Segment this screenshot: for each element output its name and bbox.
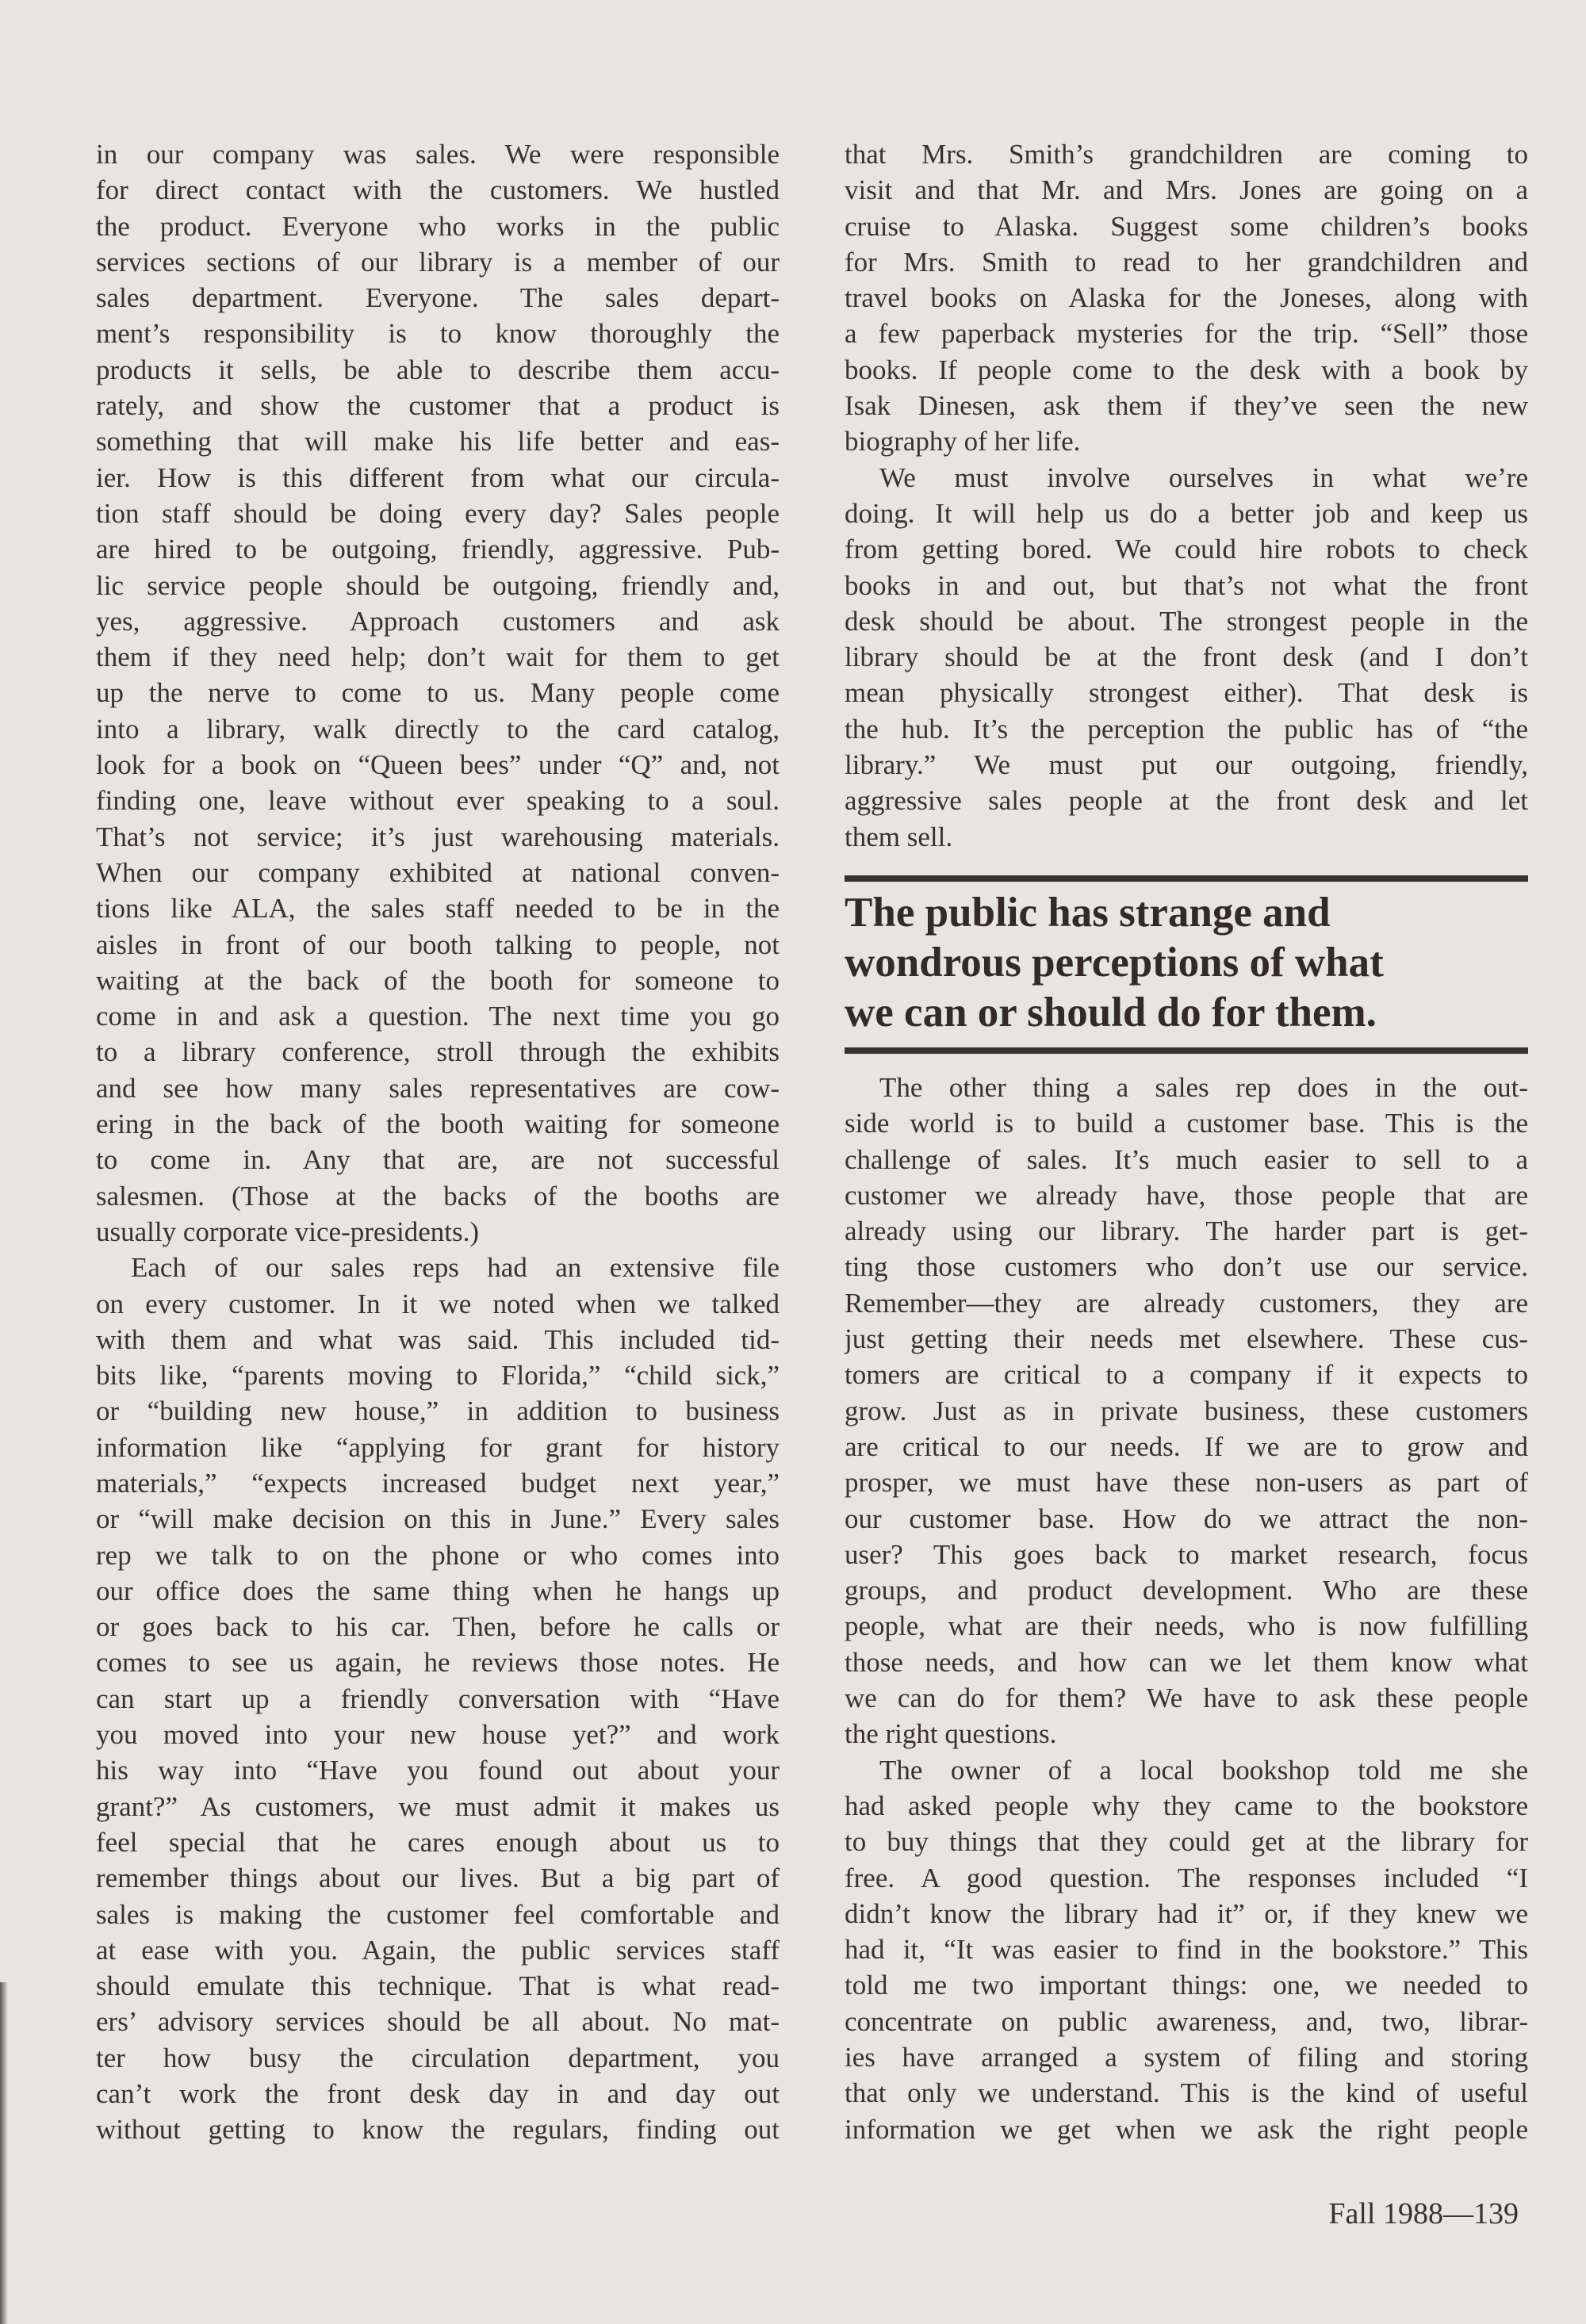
text-line: usually corporate vice-presidents.) bbox=[96, 1216, 480, 1247]
text-line: yes, aggressive. Approach customers and ask bbox=[96, 605, 780, 637]
text-line: something that will make his life better and eas- bbox=[96, 426, 780, 458]
text-line: had it, “It was easier to find in the bookstore.” This bbox=[845, 1934, 1528, 1966]
text-line: biography of her life. bbox=[845, 426, 1081, 458]
text-line: feel special that he cares enough about us to bbox=[96, 1826, 780, 1858]
text-line: waiting at the back of the booth for someone to bbox=[96, 964, 780, 996]
text-line: aisles in front of our booth talking to people, not bbox=[96, 928, 780, 960]
paragraph bbox=[96, 1250, 780, 2147]
paragraph bbox=[96, 136, 780, 1250]
text-line: That’s not service; it’s just warehousing materials. bbox=[96, 821, 780, 852]
text-line: groups, and product development. Who are these bbox=[845, 1575, 1528, 1606]
text-line: our customer base. How do we attract the non- bbox=[845, 1503, 1528, 1534]
text-line: from getting bored. We could hire robots to check bbox=[845, 534, 1528, 565]
text-line: our office does the same thing when he hangs up bbox=[96, 1575, 780, 1606]
text-line: or “building new house,” in addition to business bbox=[96, 1396, 780, 1427]
text-line: When our company exhibited at national conven- bbox=[96, 856, 780, 888]
text-line: information like “applying for grant for history bbox=[96, 1431, 780, 1463]
text-line: books in and out, but that’s not what the front bbox=[845, 569, 1528, 601]
text-line: cruise to Alaska. Suggest some children’s books bbox=[845, 210, 1528, 242]
text-line: up the nerve to come to us. Many people come bbox=[96, 677, 780, 709]
text-line: to buy things that they could get at the library for bbox=[845, 1826, 1528, 1858]
text-line: prosper, we must have these non-users as part of bbox=[845, 1467, 1528, 1499]
text-line: tions like ALA, the sales staff needed to be in the bbox=[96, 893, 780, 925]
text-line: or goes back to his car. Then, before he calls or bbox=[96, 1611, 780, 1643]
text-line: side world is to build a customer base. This is the bbox=[845, 1108, 1528, 1139]
text-line: we can do for them? We have to ask these people bbox=[845, 1683, 1528, 1714]
page-folio: Fall 1988—139 bbox=[1328, 2197, 1519, 2230]
text-line: free. A good question. The responses included “I bbox=[845, 1862, 1528, 1893]
text-line: concentrate on public awareness, and, two, librar- bbox=[845, 2005, 1528, 2037]
text-line: The owner of a local bookshop told me she bbox=[879, 1754, 1528, 1786]
text-line: ier. How is this different from what our circula- bbox=[96, 461, 780, 493]
text-line: his way into “Have you found out about your bbox=[96, 1755, 780, 1786]
text-line: books. If people come to the desk with a book by bbox=[845, 354, 1528, 385]
text-line: comes to see us again, he reviews those notes. He bbox=[96, 1647, 780, 1679]
pull-quote-top-rule bbox=[845, 875, 1528, 882]
text-line: just getting their needs met elsewhere. These cus- bbox=[845, 1323, 1528, 1355]
text-line: ies have arranged a system of filing and storing bbox=[845, 2042, 1528, 2073]
text-line: in our company was sales. We were responsible bbox=[96, 139, 780, 170]
text-line: them sell. bbox=[845, 821, 953, 852]
text-line: for Mrs. Smith to read to her grandchildren and bbox=[845, 246, 1528, 278]
text-line: user? This goes back to market research, focus bbox=[845, 1538, 1528, 1570]
text-line: the hub. It’s the perception the public has of “the bbox=[845, 713, 1528, 745]
pull-quote bbox=[845, 888, 1528, 1038]
text-line: Each of our sales reps had an extensive file bbox=[131, 1252, 780, 1284]
text-line: salesmen. (Those at the backs of the booths are bbox=[96, 1180, 780, 1212]
text-line: Remember—they are already customers, they are bbox=[845, 1287, 1528, 1319]
pull-quote-line: The public has strange and bbox=[845, 890, 1331, 936]
text-line: The other thing a sales rep does in the out- bbox=[879, 1072, 1528, 1103]
text-line: doing. It will help us do a better job and keep us bbox=[845, 497, 1528, 529]
text-line: challenge of sales. It’s much easier to sell to a bbox=[845, 1143, 1528, 1175]
text-line: customer we already have, those people that are bbox=[845, 1179, 1528, 1211]
text-line: already using our library. The harder part is get- bbox=[845, 1216, 1528, 1247]
text-line: We must involve ourselves in what we’re bbox=[879, 461, 1528, 493]
text-line: tion staff should be doing every day? Sales people bbox=[96, 497, 780, 529]
text-line: can start up a friendly conversation with “Have bbox=[96, 1683, 780, 1714]
text-line: people, what are their needs, who is now fulfilling bbox=[845, 1610, 1528, 1642]
scan-edge-shadow bbox=[0, 1982, 8, 2324]
paragraph bbox=[845, 460, 1528, 855]
text-line: services sections of our library is a member of our bbox=[96, 246, 780, 278]
text-line: are hired to be outgoing, friendly, aggressive. Pub- bbox=[96, 534, 780, 565]
text-line: rep we talk to on the phone or who comes into bbox=[96, 1539, 780, 1571]
text-line: that Mrs. Smith’s grandchildren are coming to bbox=[845, 139, 1528, 170]
text-line: without getting to know the regulars, finding out bbox=[96, 2114, 780, 2146]
text-line: grant?” As customers, we must admit it makes us bbox=[96, 1790, 780, 1822]
text-line: Isak Dinesen, ask them if they’ve seen the new bbox=[845, 390, 1528, 422]
text-line: products it sells, be able to describe them accu- bbox=[96, 354, 780, 385]
text-line: rately, and show the customer that a product is bbox=[96, 390, 780, 422]
text-line: with them and what was said. This included tid- bbox=[96, 1323, 780, 1355]
text-line: them if they need help; don’t wait for them to get bbox=[96, 641, 780, 673]
text-line: information we get when we ask the right people bbox=[845, 2113, 1528, 2145]
text-line: on every customer. In it we noted when we talked bbox=[96, 1288, 780, 1319]
text-line: at ease with you. Again, the public services staff bbox=[96, 1934, 780, 1966]
text-line: didn’t know the library had it” or, if they knew we bbox=[845, 1897, 1528, 1929]
pull-quote-line: wondrous perceptions of what bbox=[845, 940, 1384, 986]
text-line: lic service people should be outgoing, friendly and, bbox=[96, 569, 780, 601]
text-line: bits like, “parents moving to Florida,” “child sick,” bbox=[96, 1360, 780, 1392]
pull-quote-bottom-rule bbox=[845, 1047, 1528, 1054]
paragraph bbox=[845, 136, 1528, 460]
right-column-top bbox=[845, 136, 1528, 855]
text-line: look for a book on “Queen bees” under “Q” and, not bbox=[96, 749, 780, 781]
text-line: travel books on Alaska for the Joneses, along with bbox=[845, 282, 1528, 314]
text-line: or “will make decision on this in June.” Every sales bbox=[96, 1503, 780, 1535]
text-line: aggressive sales people at the front desk and let bbox=[845, 785, 1528, 817]
text-line: had asked people why they came to the bookstore bbox=[845, 1790, 1528, 1821]
text-line: sales is making the customer feel comfortable and bbox=[96, 1898, 780, 1930]
text-line: into a library, walk directly to the card catalog, bbox=[96, 713, 780, 745]
text-line: ers’ advisory services should be all about. No mat- bbox=[96, 2006, 780, 2038]
paragraph bbox=[845, 1752, 1528, 2147]
text-line: come in and ask a question. The next time you go bbox=[96, 1001, 780, 1032]
text-line: should emulate this technique. That is what read- bbox=[96, 1970, 780, 2002]
right-column-bottom bbox=[845, 1070, 1528, 2147]
text-line: to a library conference, stroll through the exhibits bbox=[96, 1036, 780, 1068]
pull-quote-line: we can or should do for them. bbox=[845, 990, 1377, 1036]
text-line: can’t work the front desk day in and day out bbox=[96, 2078, 780, 2110]
text-line: that only we understand. This is the kind of useful bbox=[845, 2077, 1528, 2109]
text-line: for direct contact with the customers. We hustled bbox=[96, 174, 780, 206]
text-line: tomers are critical to a company if it expects to bbox=[845, 1359, 1528, 1391]
text-line: those needs, and how can we let them know what bbox=[845, 1646, 1528, 1678]
text-line: ter how busy the circulation department, you bbox=[96, 2042, 780, 2073]
text-line: desk should be about. The strongest people in the bbox=[845, 605, 1528, 637]
text-line: you moved into your new house yet?” and work bbox=[96, 1719, 780, 1751]
left-column bbox=[96, 136, 780, 2148]
text-line: visit and that Mr. and Mrs. Jones are going on a bbox=[845, 174, 1528, 206]
text-line: library should be at the front desk (and I don’t bbox=[845, 641, 1528, 673]
text-line: sales department. Everyone. The sales depart- bbox=[96, 282, 780, 314]
text-line: ering in the back of the booth waiting for someone bbox=[96, 1108, 780, 1140]
text-line: a few paperback mysteries for the trip. “Sell” those bbox=[845, 318, 1528, 350]
text-line: the product. Everyone who works in the public bbox=[96, 210, 780, 242]
text-line: and see how many sales representatives are cow- bbox=[96, 1072, 780, 1104]
text-line: grow. Just as in private business, these customers bbox=[845, 1395, 1528, 1426]
text-line: materials,” “expects increased budget next year,” bbox=[96, 1467, 780, 1499]
text-line: ment’s responsibility is to know thoroughly the bbox=[96, 318, 780, 350]
paragraph bbox=[845, 1070, 1528, 1752]
text-line: ting those customers who don’t use our service. bbox=[845, 1251, 1528, 1283]
text-line: library.” We must put our outgoing, friendly, bbox=[845, 749, 1528, 781]
text-line: the right questions. bbox=[845, 1718, 1057, 1750]
text-line: mean physically strongest either). That desk is bbox=[845, 677, 1528, 709]
text-line: to come in. Any that are, are not successful bbox=[96, 1144, 780, 1176]
text-line: finding one, leave without ever speaking to a soul. bbox=[96, 785, 780, 817]
text-line: remember things about our lives. But a big part of bbox=[96, 1863, 780, 1894]
text-line: told me two important things: one, we needed to bbox=[845, 1970, 1528, 2001]
text-line: are critical to our needs. If we are to grow and bbox=[845, 1430, 1528, 1462]
